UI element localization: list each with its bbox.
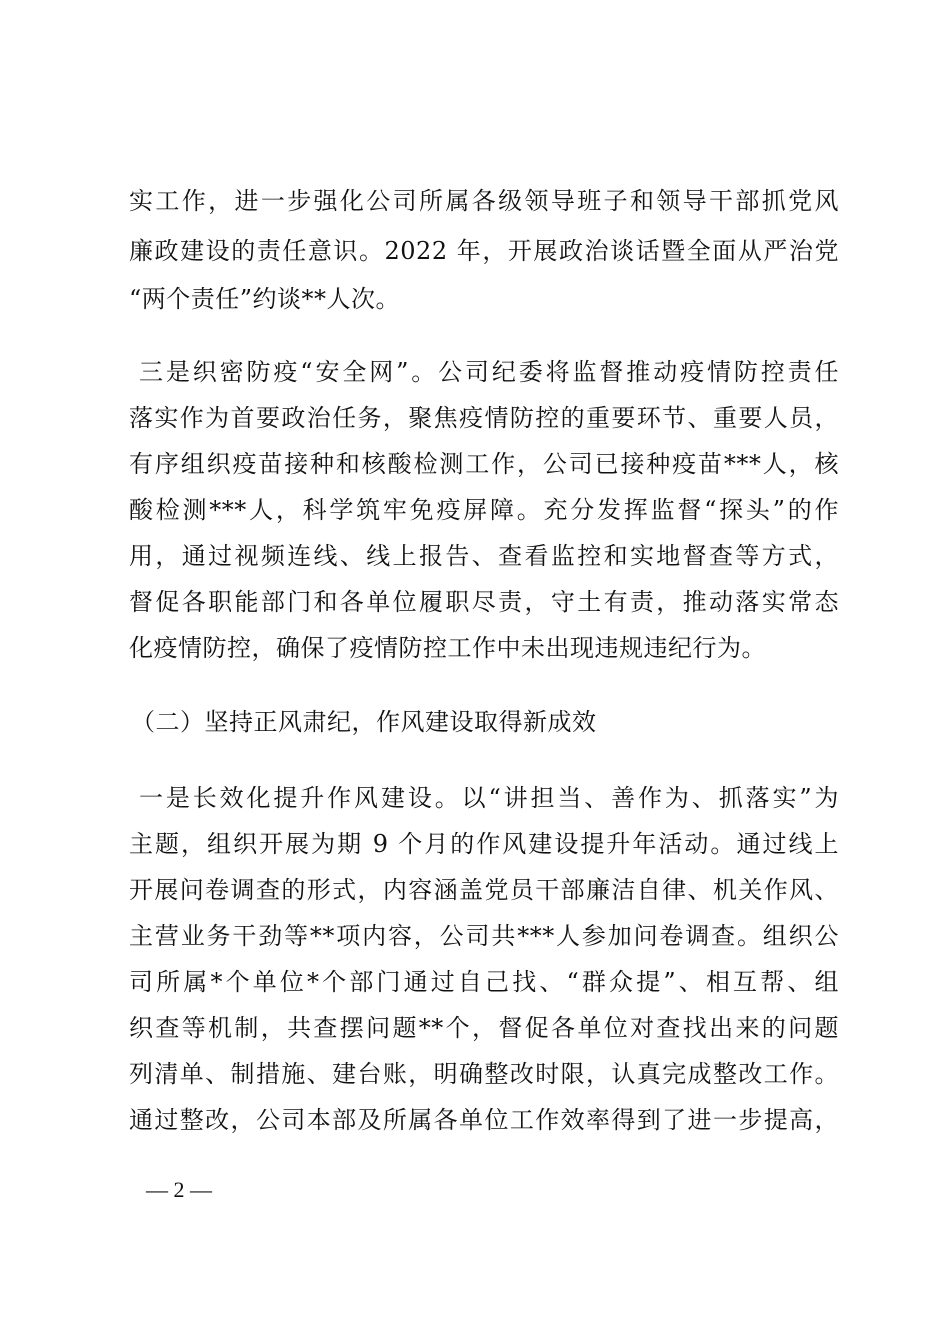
paragraph-1-line-2: 廉政建设的责任意识。2022 年，开展政治谈话暨全面从严治党 [129, 237, 839, 265]
paragraph-3-line-8: 通过整改，公司本部及所属各单位工作效率得到了进一步提高， [129, 1106, 839, 1134]
paragraph-1-line-3: “两个责任”约谈**人次。 [129, 285, 401, 313]
paragraph-2-line-1: 三是织密防疫“安全网”。公司纪委将监督推动疫情防控责任 [139, 358, 839, 386]
page-number: — 2 — [146, 1177, 212, 1202]
paragraph-2-line-6: 督促各职能部门和各单位履职尽责，守土有责，推动落实常态 [129, 588, 839, 616]
paragraph-3-line-4: 主营业务干劲等**项内容，公司共***人参加问卷调查。组织公 [129, 922, 839, 950]
paragraph-3-line-7: 列清单、制措施、建台账，明确整改时限，认真完成整改工作。 [129, 1060, 839, 1088]
paragraph-1-line-1: 实工作，进一步强化公司所属各级领导班子和领导干部抓党风 [129, 187, 839, 215]
paragraph-3-line-5: 司所属*个单位*个部门通过自己找、“群众提”、相互帮、组 [129, 968, 839, 996]
paragraph-3-line-6: 织查等机制，共查摆问题**个，督促各单位对查找出来的问题 [129, 1014, 839, 1042]
paragraph-2-line-5: 用，通过视频连线、线上报告、查看监控和实地督查等方式， [129, 542, 839, 570]
paragraph-3-line-2: 主题，组织开展为期 9 个月的作风建设提升年活动。通过线上 [129, 830, 839, 858]
paragraph-2-line-7: 化疫情防控，确保了疫情防控工作中未出现违规违纪行为。 [129, 634, 766, 662]
paragraph-2-line-2: 落实作为首要政治任务，聚焦疫情防控的重要环节、重要人员， [129, 404, 839, 432]
paragraph-3-line-1: 一是长效化提升作风建设。以“讲担当、善作为、抓落实”为 [139, 784, 839, 812]
paragraph-2-line-3: 有序组织疫苗接种和核酸检测工作，公司已接种疫苗***人，核 [129, 450, 839, 478]
section-heading: （二）坚持正风肃纪，作风建设取得新成效 [131, 708, 597, 736]
paragraph-3-line-3: 开展问卷调查的形式，内容涵盖党员干部廉洁自律、机关作风、 [129, 876, 839, 904]
paragraph-2-line-4: 酸检测***人，科学筑牢免疫屏障。充分发挥监督“探头”的作 [129, 496, 839, 524]
